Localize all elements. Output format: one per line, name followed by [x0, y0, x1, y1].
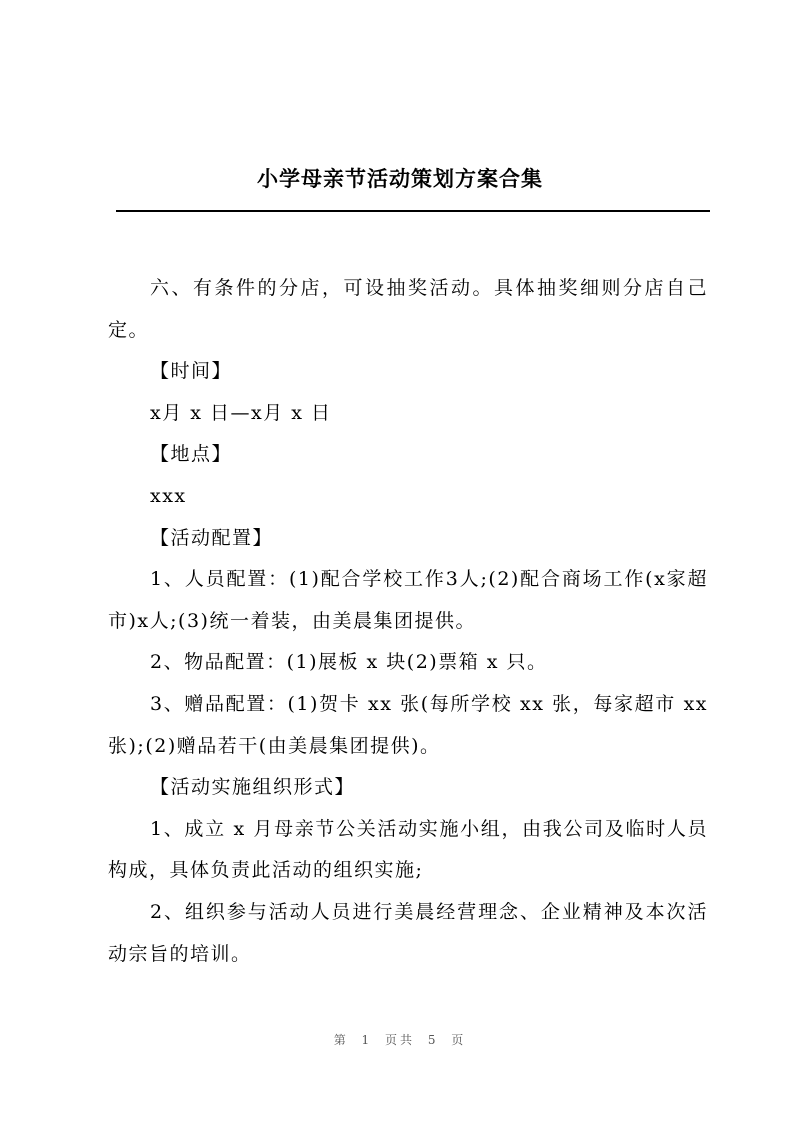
section-heading-location: 【地点】 — [150, 443, 233, 466]
title-divider — [116, 210, 710, 212]
paragraph-gifts-config: 3、赠品配置：(1)贺卡 xx 张(每所学校 xx 张，每家超市 xx 张);(2)赠品若干(由美晨集团提供)。 — [108, 692, 708, 757]
paragraph-time-value: x月 x 日—x月 x 日 — [150, 401, 332, 424]
paragraph-location-value: xxx — [150, 484, 187, 507]
page-number-footer: 第 1 页共 5 页 — [333, 1033, 467, 1047]
paragraph-team-setup: 1、成立 x 月母亲节公关活动实施小组，由我公司及临时人员构成，具体负责此活动的组织实施; — [108, 817, 708, 882]
document-body — [108, 268, 708, 975]
section-heading-configuration: 【活动配置】 — [150, 526, 274, 549]
paragraph-staff-config: 1、人员配置：(1)配合学校工作3人;(2)配合商场工作(x家超市)x人;(3)统一着装，由美晨集团提供。 — [108, 568, 708, 632]
paragraph-items-config: 2、物品配置：(1)展板 x 块(2)票箱 x 只。 — [150, 651, 548, 674]
page-title: 小学母亲节活动策划方案合集 — [257, 166, 543, 191]
paragraph-training: 2、组织参与活动人员进行美晨经营理念、企业精神及本次活动宗旨的培训。 — [108, 900, 708, 965]
section-heading-time: 【时间】 — [150, 360, 233, 383]
paragraph-lottery: 六、有条件的分店，可设抽奖活动。具体抽奖细则分店自己定。 — [108, 277, 708, 341]
section-heading-organization: 【活动实施组织形式】 — [150, 776, 356, 799]
